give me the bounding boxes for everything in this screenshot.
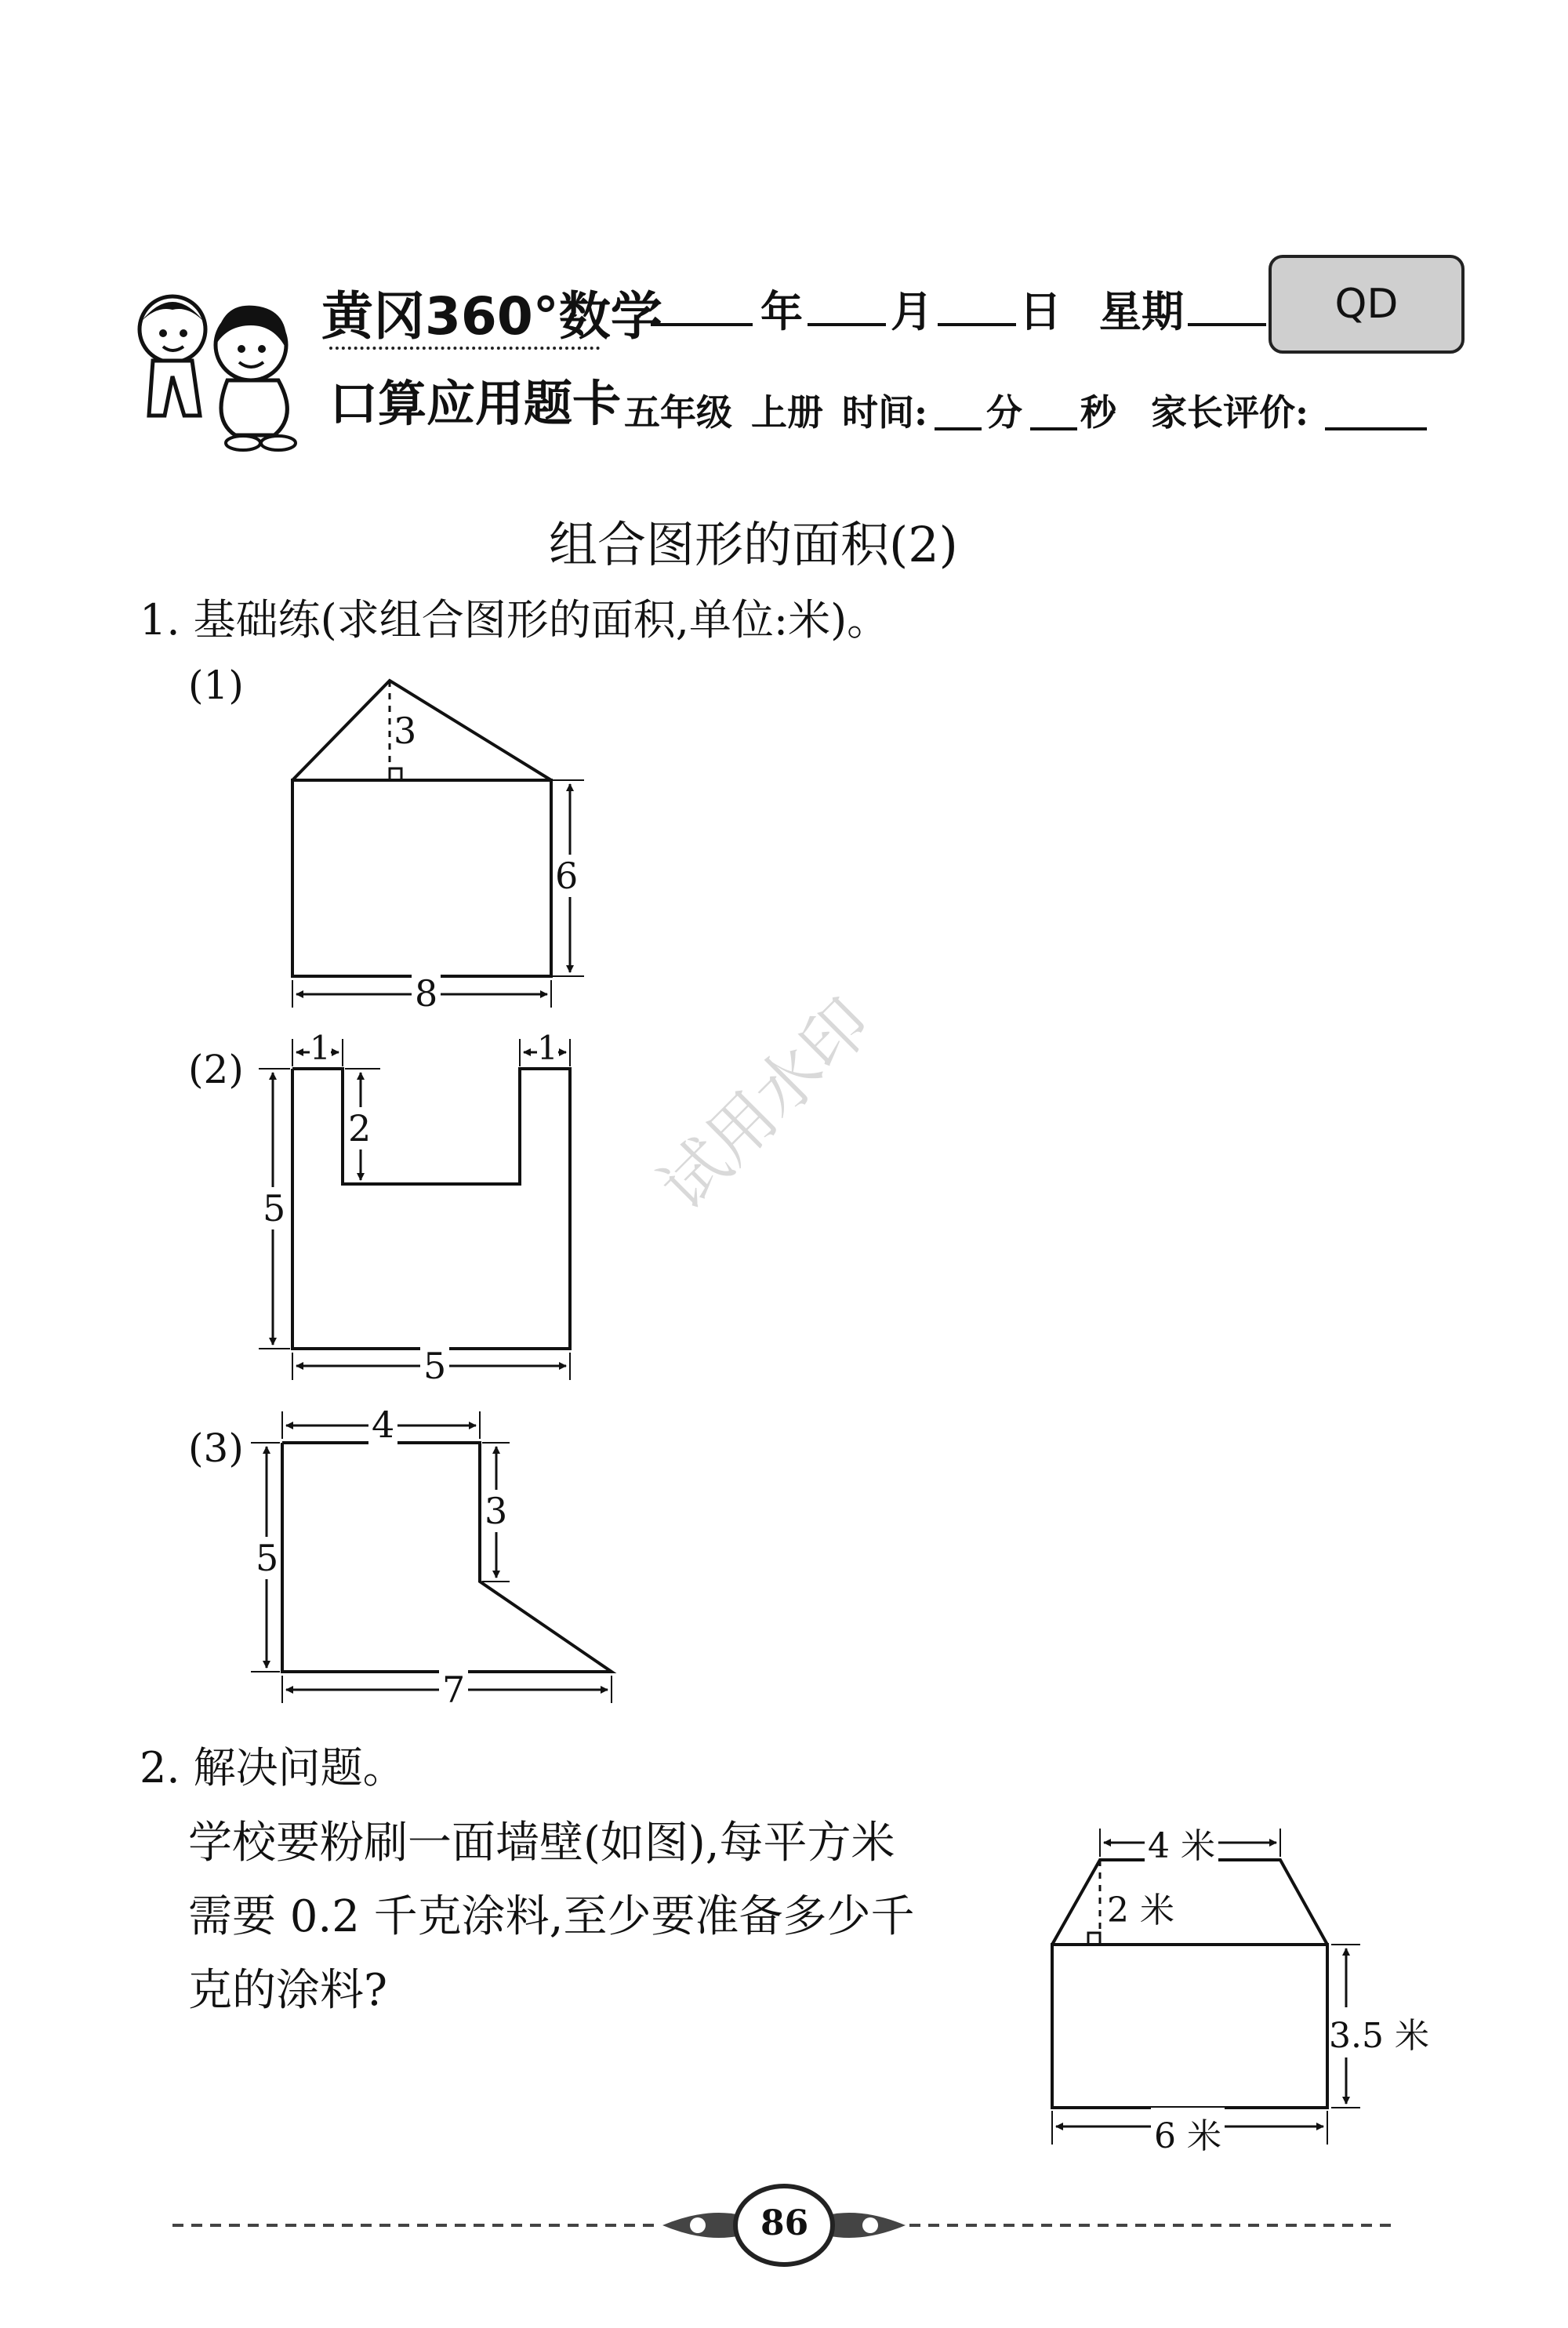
fig2-right-width: 1 bbox=[537, 1029, 558, 1067]
brand-subtitle: 口算应用题卡 bbox=[329, 375, 622, 432]
question-2-line-2: 需要 0.2 千克涂料,至少要准备多少千 bbox=[188, 1891, 915, 1942]
grade-label: 五年级 bbox=[624, 391, 732, 434]
fig2-shape bbox=[259, 1039, 570, 1380]
fig3-shape bbox=[251, 1411, 612, 1703]
parent-eval-label: 家长评价: bbox=[1151, 391, 1308, 434]
year-label: 年 bbox=[760, 286, 803, 336]
question-2-title: 2. 解决问题。 bbox=[140, 1743, 405, 1792]
fig3-label: (3) bbox=[188, 1425, 244, 1471]
wall-trap-height: 2 米 bbox=[1107, 1890, 1174, 1930]
wall-rect-height: 3.5 米 bbox=[1329, 2007, 1429, 2057]
second-label: 秒 bbox=[1080, 391, 1116, 434]
question-2-line-3: 克的涂料? bbox=[188, 1965, 388, 2016]
month-label: 月 bbox=[891, 286, 933, 336]
weekday-label: 星期 bbox=[1099, 286, 1184, 336]
page-number: 86 bbox=[760, 2203, 809, 2243]
wall-bottom-width: 6 米 bbox=[1151, 2108, 1225, 2158]
minute-label: 分 bbox=[986, 391, 1022, 434]
trial-watermark: 试用水印 bbox=[644, 984, 886, 1226]
fig1-shape bbox=[292, 681, 584, 1008]
page-title: 组合图形的面积(2) bbox=[549, 516, 958, 573]
time-label: 时间: bbox=[842, 391, 927, 434]
fig2-width: 5 bbox=[420, 1345, 449, 1387]
fig2-notch-depth: 2 bbox=[348, 1107, 372, 1149]
day-label: 日 bbox=[1019, 286, 1062, 336]
fig1-label: (1) bbox=[188, 663, 244, 708]
fig1-tri-height: 3 bbox=[394, 710, 417, 752]
fig3-bottom-width: 7 bbox=[439, 1669, 468, 1711]
fig2-label: (2) bbox=[188, 1047, 244, 1092]
question-1-title: 1. 基础练(求组合图形的面积,单位:米)。 bbox=[140, 595, 890, 645]
brand-title: 黄冈360°数学 bbox=[321, 286, 662, 347]
fig3-height: 5 bbox=[256, 1537, 279, 1579]
fig3-top-width: 4 bbox=[368, 1404, 397, 1446]
fig1-rect-height: 6 bbox=[555, 855, 579, 897]
fig2-height: 5 bbox=[263, 1187, 286, 1229]
wall-figure bbox=[1052, 1829, 1360, 2145]
fig1-width: 8 bbox=[412, 972, 441, 1015]
fig2-left-width: 1 bbox=[310, 1029, 331, 1067]
wall-top-width: 4 米 bbox=[1145, 1818, 1218, 1868]
question-2-line-1: 学校要粉刷一面墙壁(如图),每平方米 bbox=[188, 1818, 895, 1869]
fig3-step-height: 3 bbox=[485, 1490, 508, 1532]
volume-label: 上册 bbox=[751, 391, 823, 434]
edition-badge: QD bbox=[1269, 255, 1465, 354]
